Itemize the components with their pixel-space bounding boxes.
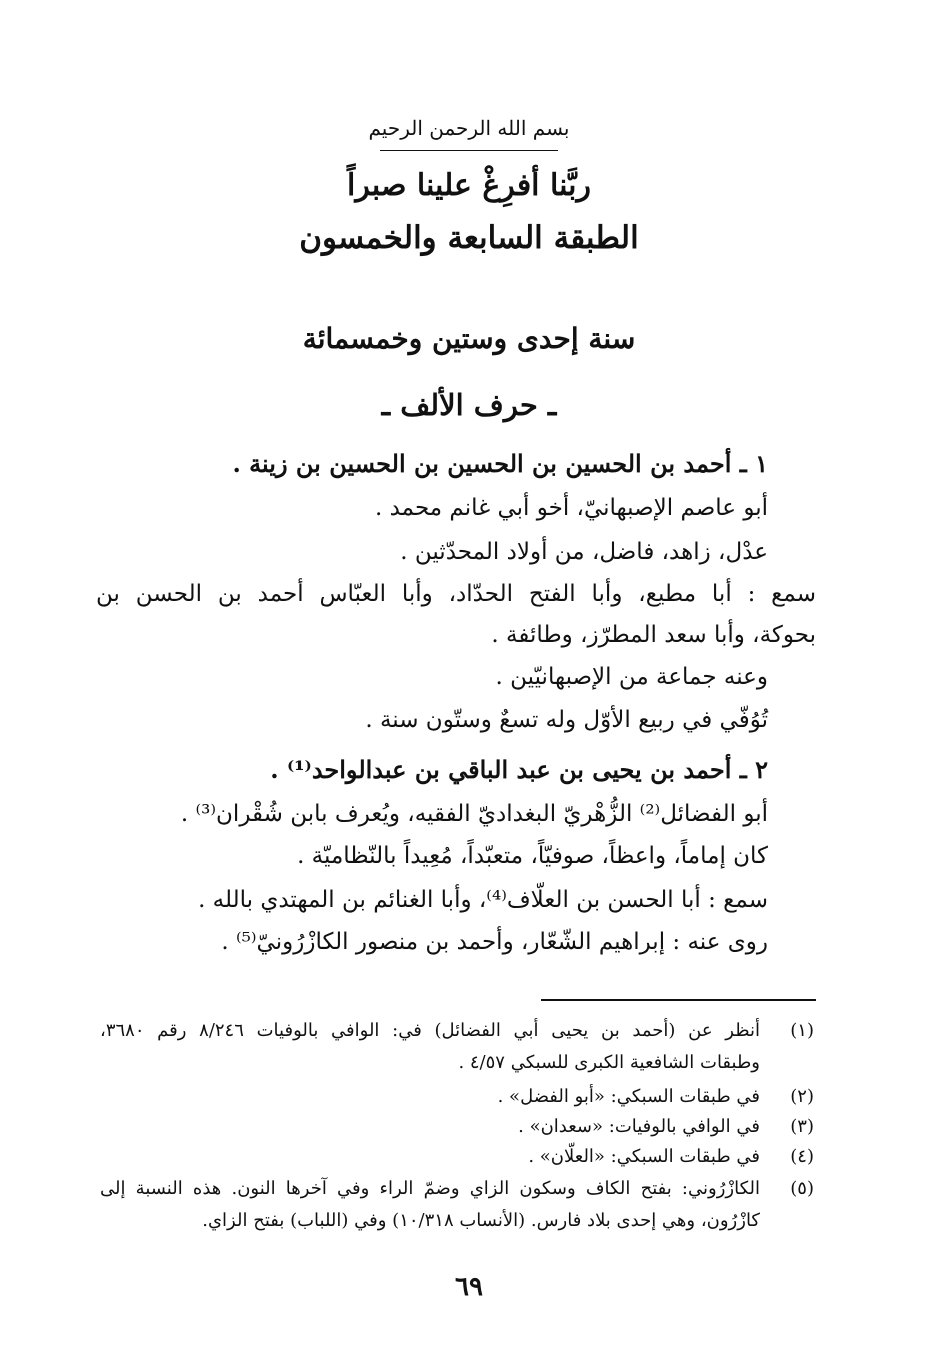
entry-2-line-1: أبو الفضائل⁽²⁾ الزُّهْريّ البغداديّ الفقيه، ويُعرف بابن شُقْران⁽³⁾ . — [180, 801, 768, 827]
entry-1-line-2: عدْل، زاهد، فاضل، من أولاد المحدّثين . — [400, 539, 768, 565]
letter-heading: ـ حرف الألف ـ — [381, 388, 557, 422]
footnote-5-number: (٥) — [790, 1178, 814, 1199]
basmala-underline — [380, 150, 558, 151]
basmala-heading: بسم الله الرحمن الرحيم — [368, 116, 570, 140]
footnote-4-text: في طبقات السبكي: «العلّان» . — [528, 1146, 760, 1167]
tabaqa-title: الطبقة السابعة والخمسون — [299, 220, 639, 256]
footnote-2-number: (٢) — [790, 1086, 814, 1107]
entry-2-line-2: كان إماماً، واعظاً، صوفيّاً، متعبّداً، مُعِيداً بالنّظاميّة . — [297, 843, 768, 869]
footnote-4-number: (٤) — [790, 1146, 814, 1167]
entry-1-line-3a: سمع : أبا مطيع، وأبا الفتح الحدّاد، وأبا العبّاس أحمد بن الحسن بن — [96, 581, 816, 607]
footnote-2-text: في طبقات السبكي: «أبو الفضل» . — [497, 1086, 760, 1107]
entry-2-line-3: سمع : أبا الحسن بن العلّاف⁽⁴⁾، وأبا الغنائم بن المهتدي بالله . — [198, 887, 768, 913]
entry-1-line-5: تُوُفّي في ربيع الأوّل وله تسعٌ وستّون سنة . — [365, 707, 768, 733]
entry-1-title: ١ ـ أحمد بن الحسين بن الحسين بن الحسين بن زينة . — [232, 449, 768, 478]
footnote-1-number: (١) — [790, 1020, 814, 1041]
footnote-5-line-2: كازْرُون، وهي إحدى بلاد فارس. (الأنساب ١٠/٣١٨) وفي (اللباب) بفتح الزاي. — [202, 1210, 760, 1231]
footnote-1-line-2: وطبقات الشافعية الكبرى للسبكي ٤/٥٧ . — [458, 1052, 760, 1073]
year-heading: سنة إحدى وستين وخمسمائة — [302, 322, 636, 355]
footnote-separator — [541, 999, 816, 1001]
page-number: ٦٩ — [455, 1272, 483, 1302]
footnote-1-line-1: أنظر عن (أحمد بن يحيى أبي الفضائل) في: الوافي بالوفيات ٨/٢٤٦ رقم ٣٦٨٠، — [100, 1020, 760, 1041]
entry-2-title: ٢ ـ أحمد بن يحيى بن عبد الباقي بن عبدالواحد⁽¹⁾ . — [270, 755, 768, 784]
entry-1-line-3b: بحوكة، وأبا سعد المطرّز، وطائفة . — [491, 622, 816, 648]
entry-2-line-4: روى عنه : إبراهيم الشّعّار، وأحمد بن منصور الكازْرُونيّ⁽⁵⁾ . — [221, 929, 768, 955]
footnote-3-number: (٣) — [790, 1116, 814, 1137]
dua-heading: ربَّنا أفرِغْ علينا صبراً — [347, 168, 591, 203]
footnote-5-line-1: الكازْرُوني: بفتح الكاف وسكون الزاي وضمّ الراء وفي آخرها النون. هذه النسبة إلى — [100, 1178, 760, 1199]
footnote-3-text: في الوافي بالوفيات: «سعدان» . — [518, 1116, 760, 1137]
entry-1-line-4: وعنه جماعة من الإصبهانيّين . — [495, 664, 768, 690]
entry-1-line-1: أبو عاصم الإصبهانيّ، أخو أبي غانم محمد . — [374, 495, 768, 521]
